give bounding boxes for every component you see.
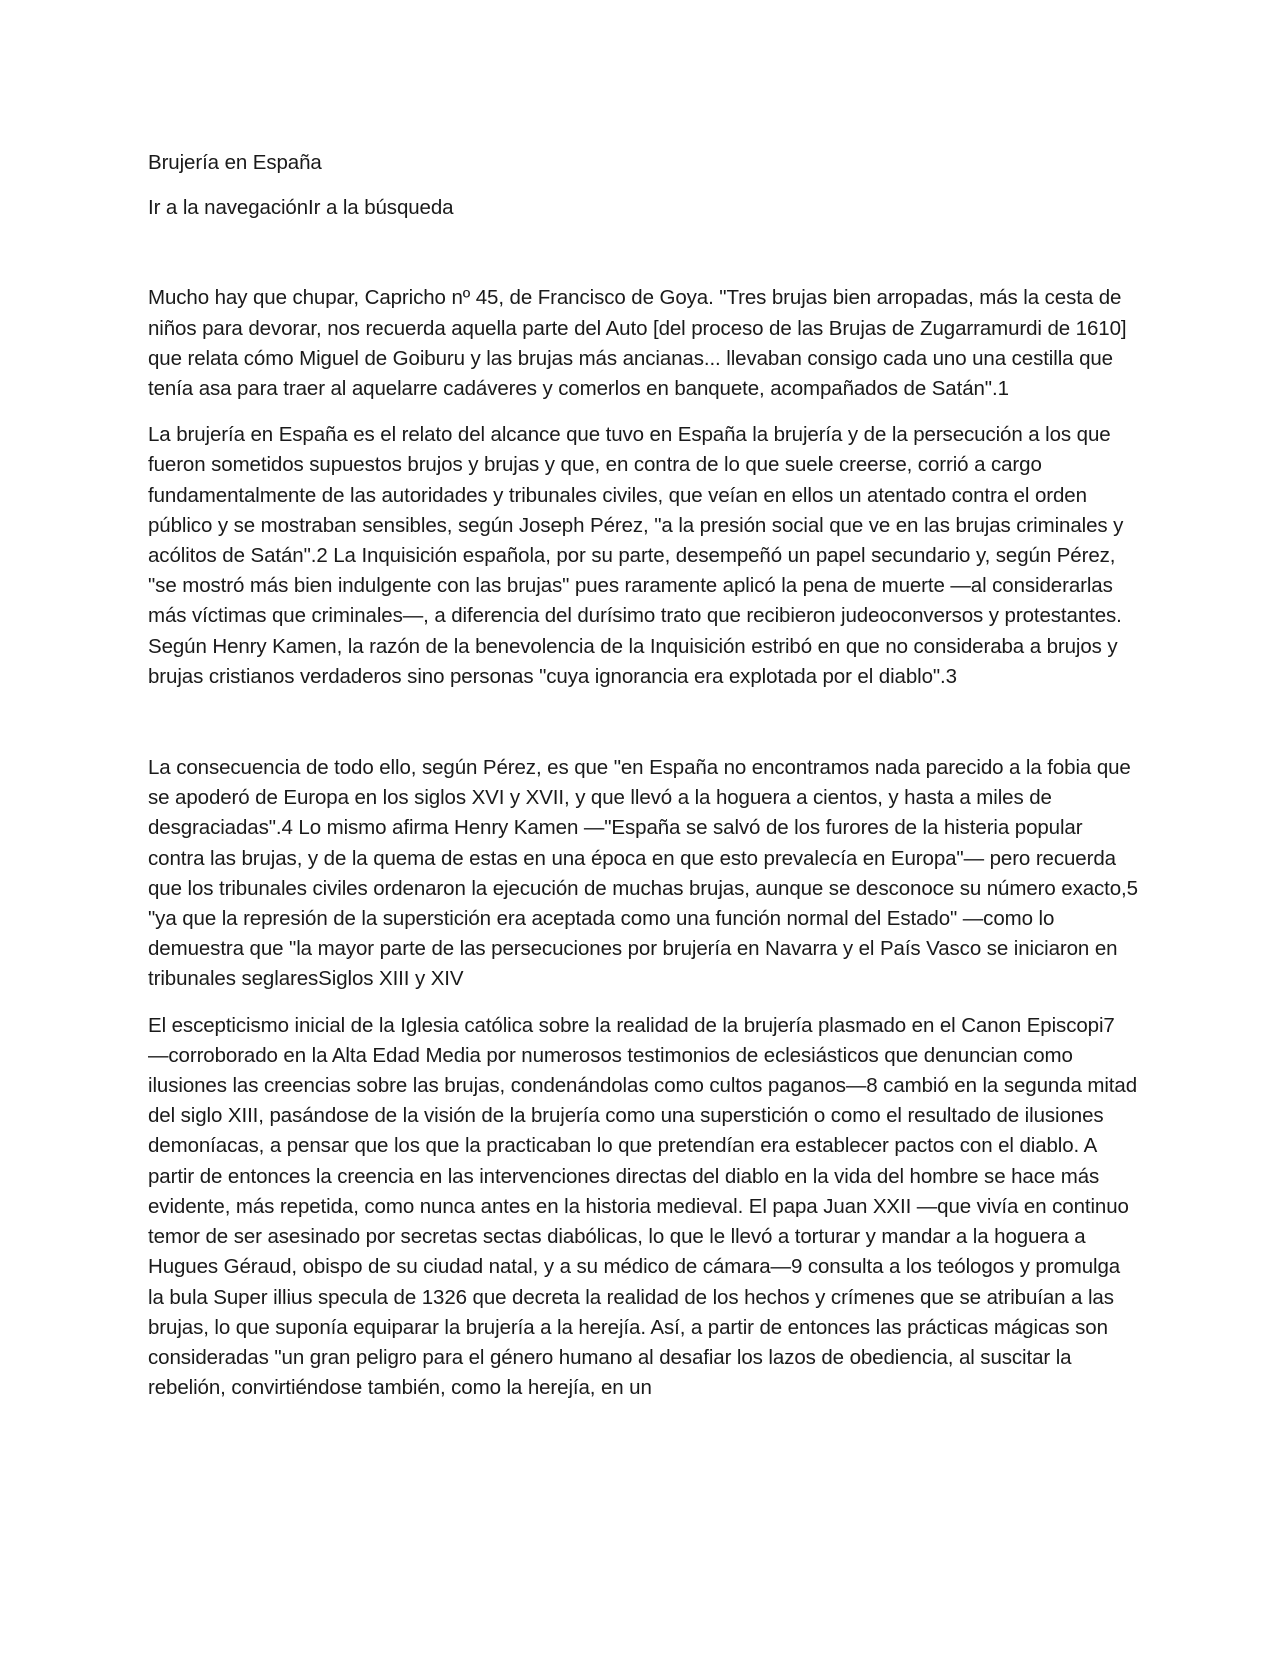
document-body bbox=[148, 148, 1138, 1419]
paragraph-introduction: La brujería en España es el relato del alcance que tuvo en España la brujería y de la persecución a los que fueron sometidos supuestos brujos y brujas y que, en contra de lo que suele creerse, corrió a cargo fundamentalmente de las autoridades y tribunales civiles, que veían en ellos un atentado contra el orden público y se mostraban sensibles, según Joseph Pérez, "a la presión social que ve en las brujas criminales y acólitos de Satán".2 La Inquisición española, por su parte, desempeñó un papel secundario y, según Pérez, "se mostró más bien indulgente con las brujas" pues raramente aplicó la pena de muerte —al considerarlas más víctimas que criminales—, a diferencia del durísimo trato que recibieron judeoconversos y protestantes. Según Henry Kamen, la razón de la benevolencia de la Inquisición estribó en que no consideraba a brujos y brujas cristianos verdaderos sino personas "cuya ignorancia era explotada por el diablo".3 bbox=[148, 423, 1124, 688]
paragraph-consequence: La consecuencia de todo ello, según Pérez, es que "en España no encontramos nada parecido a la fobia que se apoderó de Europa en los siglos XVI y XVII, y que llevó a la hoguera a cientos, y hasta a miles de desgraciadas".4 Lo mismo afirma Henry Kamen —"España se salvó de los furores de la histeria popular contra las brujas, y de la quema de estas en una época en que esto prevalecía en Europa"— pero recuerda que los tribunales civiles ordenaron la ejecución de muchas brujas, aunque se desconoce su número exacto,5 "ya que la represión de la superstición era aceptada como una función normal del Estado" —como lo demuestra que "la mayor parte de las persecuciones por brujería en Navarra y el País Vasco se iniciaron en tribunales seglaresSiglos XIII y XIV bbox=[148, 756, 1138, 991]
document-title: Brujería en España bbox=[148, 151, 322, 174]
paragraph-goya-caption: Mucho hay que chupar, Capricho nº 45, de Francisco de Goya. "Tres brujas bien arropadas, más la cesta de niños para devorar, nos recuerda aquella parte del Auto [del proceso de las Brujas de Zugarramurdi de 1610] que relata cómo Miguel de Goiburu y las brujas más ancianas... llevaban consigo cada uno una cestilla que tenía asa para traer al aquelarre cadáveres y comerlos en banquete, acompañados de Satán".1 bbox=[148, 286, 1127, 401]
navigation-links: Ir a la navegaciónIr a la búsqueda bbox=[148, 196, 454, 220]
paragraph-skepticism: El escepticismo inicial de la Iglesia católica sobre la realidad de la brujería plasmado en el Canon Episcopi7 —corroborado en la Alta Edad Media por numerosos testimonios de eclesiásticos que denuncian como ilusiones las creencias sobre las brujas, condenándolas como cultos paganos—8 cambió en la segunda mitad del siglo XIII, pasándose de la visión de la brujería como una superstición o como el resultado de ilusiones demoníacas, a pensar que los que la practicaban lo que pretendían era establecer pactos con el diablo. A partir de entonces la creencia en las intervenciones directas del diablo en la vida del hombre se hace más evidente, más repetida, como nunca antes en la historia medieval. El papa Juan XXII —que vivía en continuo temor de ser asesinado por secretas sectas diabólicas, lo que le llevó a torturar y mandar a la hoguera a Hugues Géraud, obispo de su ciudad natal, y a su médico de cámara—9 consulta a los teólogos y promulga la bula Super illius specula de 1326 que decreta la realidad de los hechos y crímenes que se atribuían a las brujas, lo que suponía equiparar la brujería a la herejía. Así, a partir de entonces las prácticas mágicas son consideradas "un gran peligro para el género humano al desafiar los lazos de obediencia, al suscitar la rebelión, convirtiéndose también, como la herejía, en un bbox=[148, 1013, 1137, 1400]
